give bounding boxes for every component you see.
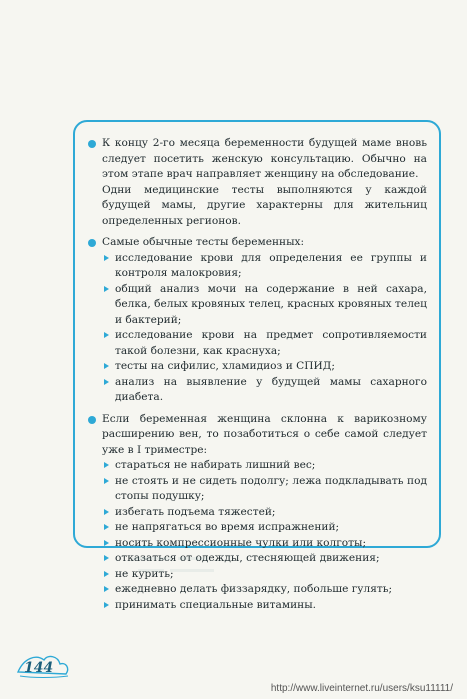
triangle-bullet-icon: [104, 255, 109, 261]
list-item-text: принимать специальные витамины.: [115, 598, 317, 611]
triangle-bullet-icon: [104, 602, 109, 608]
bullet-paragraph: [87, 136, 427, 183]
list-item: [87, 505, 427, 521]
list-item-text: не курить;: [115, 567, 174, 580]
bullet-dot-icon: [88, 416, 96, 424]
list-item-text: исследование крови на предмет сопротивляемости такой болезни, как краснуха;: [115, 329, 427, 357]
list-item-text: не стоять и не сидеть подолгу; лежа подкладывать под стопы подушку;: [115, 474, 427, 502]
list-item: [87, 474, 427, 505]
triangle-bullet-icon: [104, 286, 109, 292]
list-item: [87, 458, 427, 474]
triangle-bullet-icon: [104, 332, 109, 338]
bullet-paragraph: [87, 235, 427, 251]
section-intro: Если беременная женщина склонна к варикозному расширению вен, то позаботиться о себе самой следует уже в I триместре:: [102, 412, 427, 456]
list-item-text: общий анализ мочи на содержание в ней сахара, белка, белых кровяных телец, красных кровяных телец и бактерий;: [115, 282, 427, 326]
info-box: [73, 120, 441, 611]
triangle-bullet-icon: [104, 462, 109, 468]
list-item: [87, 359, 427, 375]
list-item: [87, 375, 427, 406]
bullet-dot-icon: [88, 140, 96, 148]
page-number: 144: [24, 660, 54, 676]
triangle-bullet-icon: [104, 363, 109, 369]
list-item-text: отказаться от одежды, стесняющей движения;: [115, 552, 380, 564]
list-item: [87, 328, 427, 359]
list-item-text: анализ на выявление у будущей мамы сахарного диабета.: [115, 375, 427, 403]
section-consultation: [87, 136, 427, 229]
list-item-text: тесты на сифилис, хламидиоз и СПИД;: [115, 360, 335, 372]
triangle-bullet-icon: [104, 571, 109, 577]
list-item-text: ежедневно делать физзарядку, побольше гулять;: [115, 583, 393, 595]
triangle-bullet-icon: [104, 379, 109, 385]
triangle-bullet-icon: [104, 555, 109, 561]
page-number-badge: [14, 650, 74, 682]
bullet-dot-icon: [88, 239, 96, 247]
list-item-text: носить компрессионные чулки или колготы;: [115, 536, 367, 549]
list-item: [87, 536, 427, 552]
list-item: [87, 582, 427, 598]
list-item: [87, 598, 427, 614]
list-item-text: стараться не набирать лишний вес;: [115, 459, 316, 471]
bullet-paragraph: [87, 412, 427, 459]
triangle-bullet-icon: [104, 478, 109, 484]
list-item: [87, 251, 427, 282]
list-item: [87, 282, 427, 329]
list-item-text: исследование крови для определения ее группы и контроля малокровия;: [115, 251, 427, 279]
list-item-text: избегать подъема тяжестей;: [115, 505, 276, 518]
paragraph-text: К концу 2-го месяца беременности будущей маме вновь следует посетить женскую консультацию. Обычно на этом этапе врач направляет женщину на обследование.: [102, 137, 427, 180]
section-intro: Самые обычные тесты беременных:: [102, 236, 305, 248]
triangle-bullet-icon: [104, 524, 109, 530]
bleed-through-marks: [130, 555, 220, 583]
source-url[interactable]: http://www.liveinternet.ru/users/ksu11111/: [270, 683, 453, 694]
triangle-bullet-icon: [104, 509, 109, 515]
list-item: [87, 520, 427, 536]
triangle-bullet-icon: [104, 586, 109, 592]
list-item-text: не напрягаться во время испражнений;: [115, 521, 340, 533]
triangle-bullet-icon: [104, 540, 109, 546]
paragraph-text: Одни медицинские тесты выполняются у каждой будущей мамы, другие характерны для жительниц определенных регионов.: [102, 183, 427, 227]
section-common-tests: [87, 235, 427, 406]
